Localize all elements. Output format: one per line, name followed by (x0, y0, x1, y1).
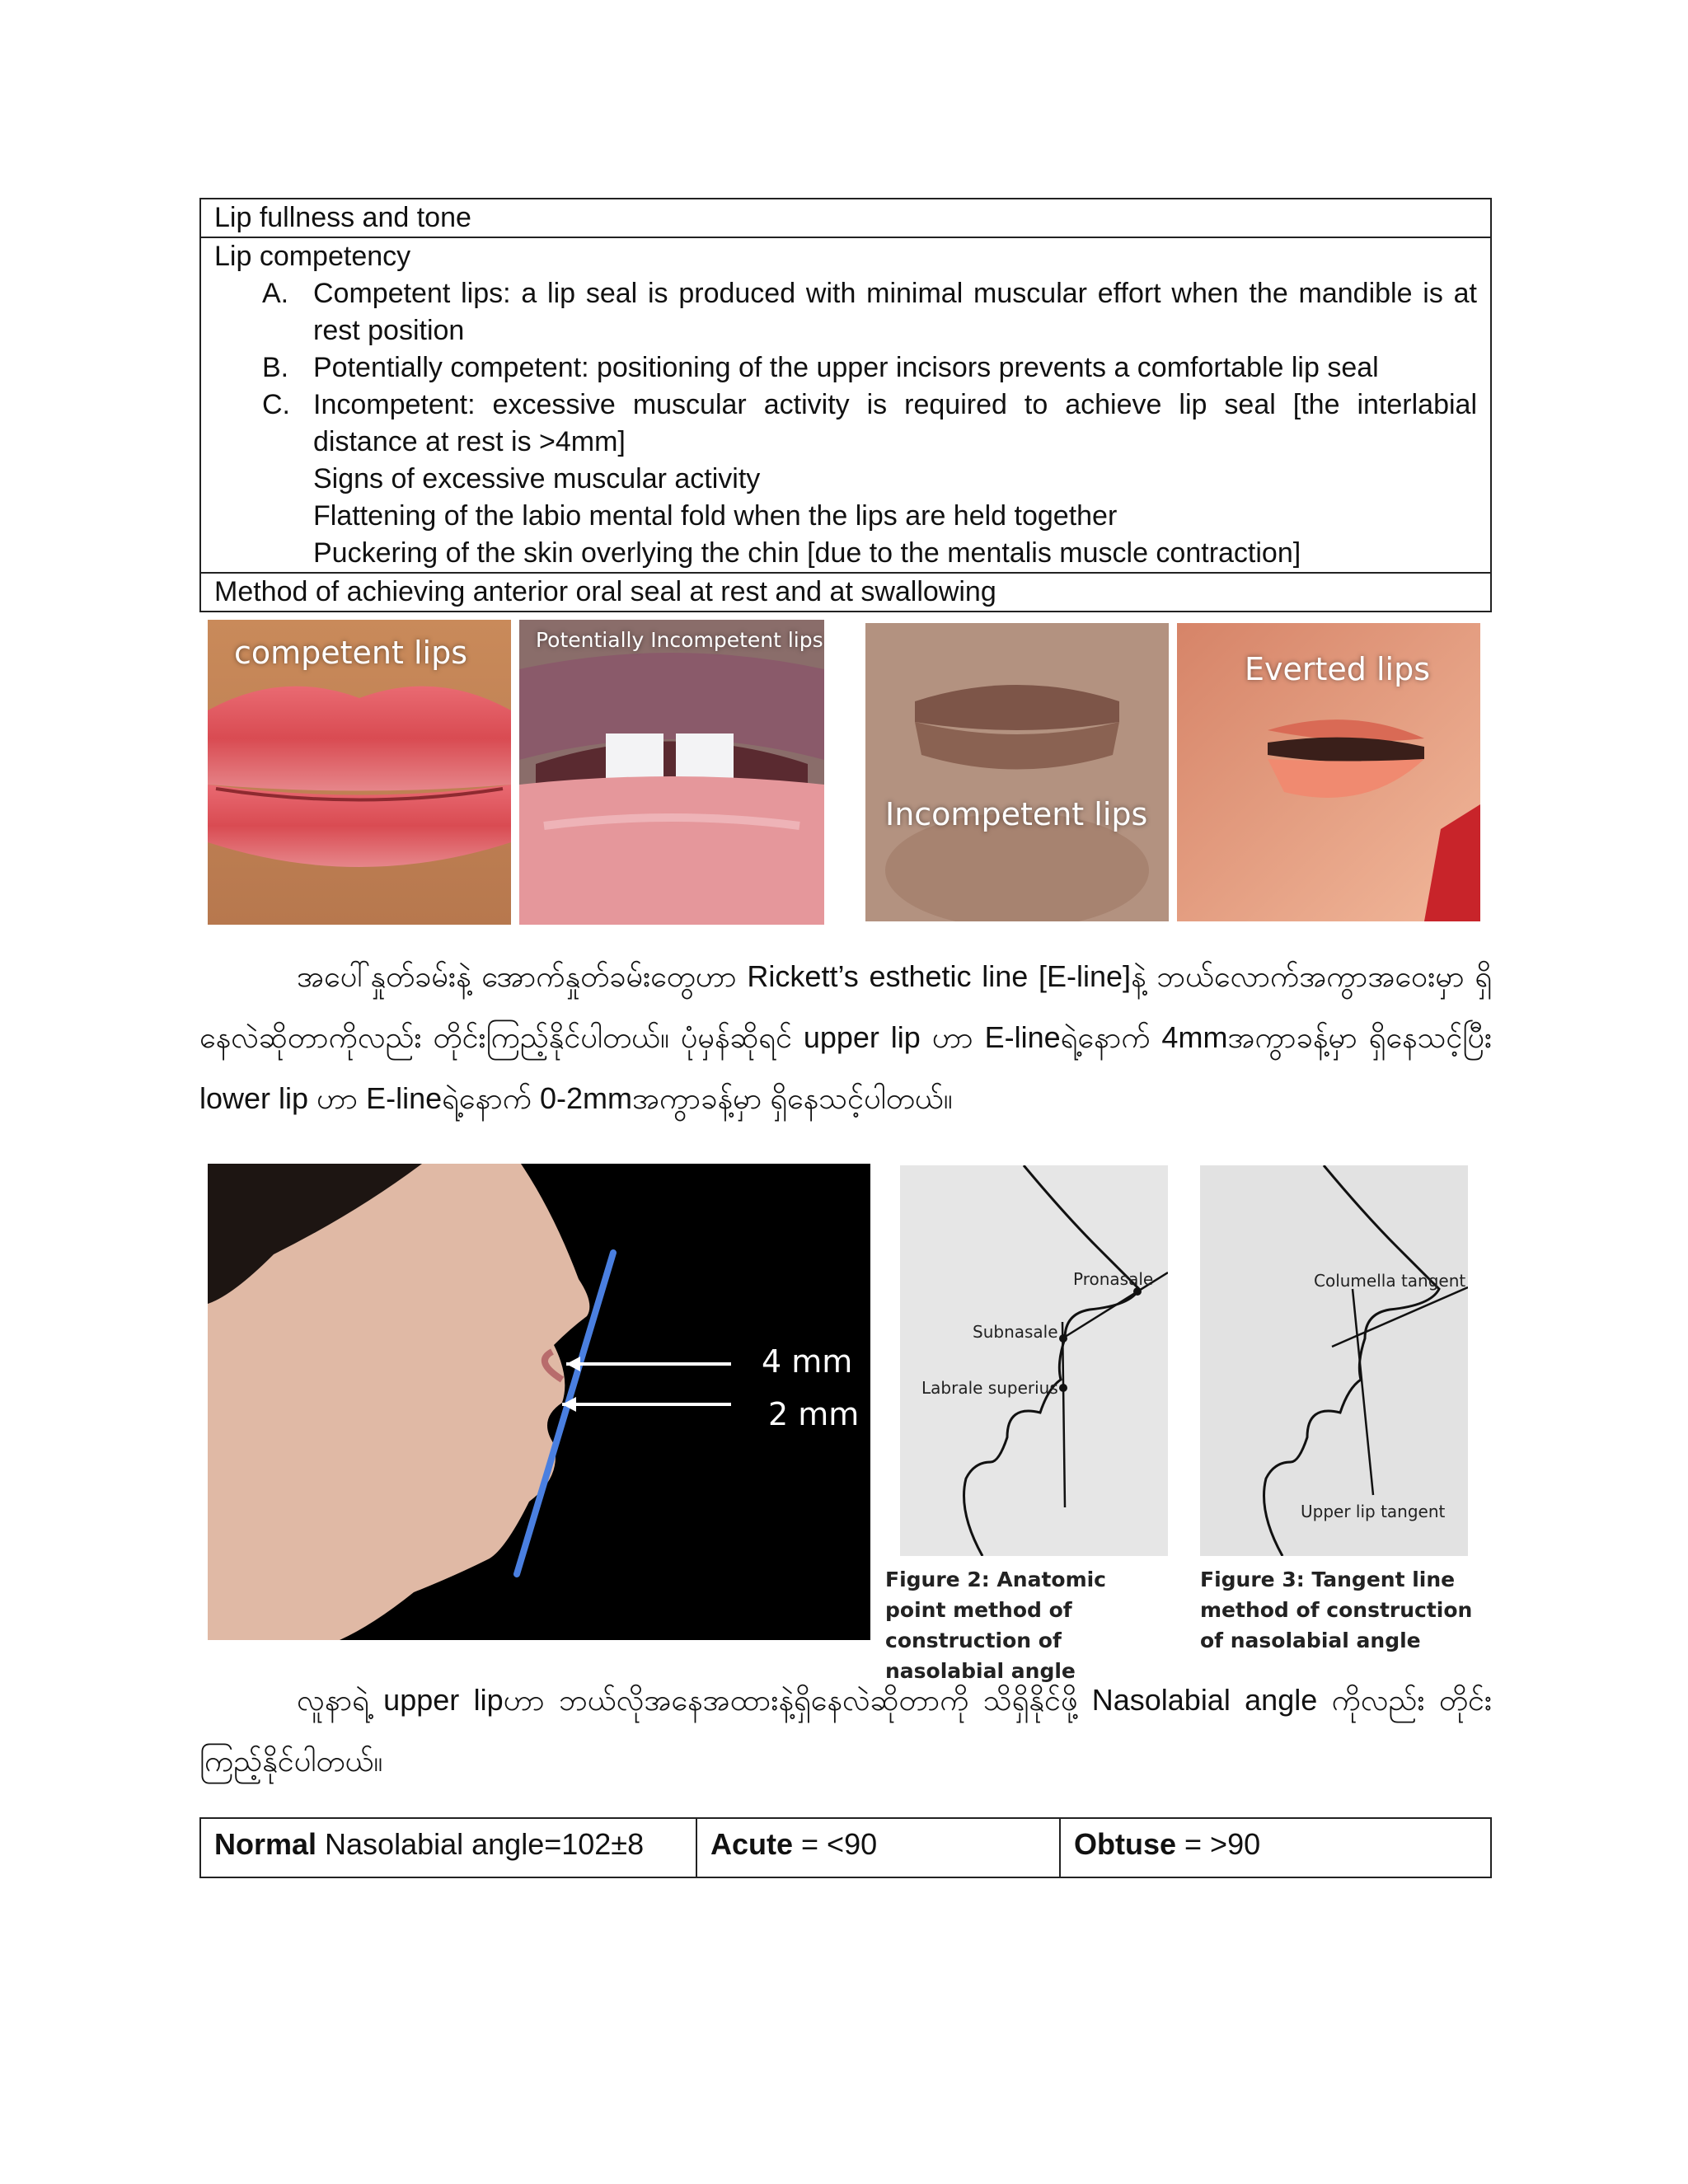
competency-list (214, 275, 1477, 461)
cell-text: = >90 (1176, 1827, 1261, 1861)
list-marker: B. (262, 352, 289, 383)
cell-heading: Acute (710, 1827, 794, 1861)
eline-label-upper: 4 mm (762, 1343, 853, 1380)
cell-acute (696, 1819, 1059, 1877)
figure2-caption: Figure 2: Anatomic point method of construction of nasolabial angle (885, 1568, 1107, 1683)
nasolabial-angle-table (199, 1817, 1492, 1878)
sub-line: Puckering of the skin overlying the chin [due to the mentalis muscle contraction] (313, 537, 1301, 569)
list-text: Incompetent: excessive muscular activity is required to achieve lip seal [the interlabial distance at rest is >4mm] (313, 389, 1477, 457)
paragraph-nasolabial: လူနာရဲ့ upper lipဟာ ဘယ်လိုအနေအထားနဲ့ရှိနေလဲဆိုတာကို သိရှိနိုင်ဖို့ Nasolabial angle ကိုလည်း တိုင်းကြည့်နိုင်ပါတယ်။ (199, 1683, 1492, 1778)
eline-label-lower: 2 mm (768, 1396, 860, 1432)
list-text: Potentially competent: positioning of the upper incisors prevents a comfortable lip seal (313, 352, 1379, 383)
diagram-label-pronasale: Pronasale (1073, 1269, 1154, 1289)
paragraph-eline: အပေါ်နှုတ်ခမ်းနဲ့ အောက်နှုတ်ခမ်းတွေဟာ Rickett’s esthetic line [E-line]နဲ့ ဘယ်လောက်အကွာအဝေးမှာ ရှိနေလဲဆိုတာကိုလည်း တိုင်းကြည့်နိုင်ပါတယ်။ ပုံမှန်ဆိုရင် upper lip ဟာ E-lineရဲ့နောက် 4mmအကွာခန့်မှာ ရှိနေသင့်ပြီး lower lip ဟာ E-lineရဲ့နောက် 0-2mmအကွာခန့်မှာ ရှိနေသင့်ပါတယ်။ (199, 959, 1492, 1115)
photo-label: Potentially Incompetent lips (536, 628, 823, 652)
cell-heading: Obtuse (1074, 1827, 1177, 1861)
figure-eline-profile (208, 1164, 870, 1640)
list-marker: C. (262, 389, 290, 420)
sub-line: Signs of excessive muscular activity (313, 463, 761, 494)
figure3-caption: Figure 3: Tangent line method of construction of nasolabial angle (1200, 1568, 1473, 1652)
photo-label: competent lips (234, 635, 468, 671)
photo-competent-lips (208, 620, 511, 925)
photo-label: Everted lips (1245, 651, 1431, 687)
row-text: Method of achieving anterior oral seal at rest and at swallowing (214, 576, 996, 607)
list-marker: A. (262, 278, 289, 309)
cell-normal (201, 1819, 696, 1877)
photo-potentially-incompetent-lips (519, 620, 824, 925)
table-row-oral-seal (201, 572, 1490, 611)
cell-obtuse (1059, 1819, 1490, 1877)
cell-heading: Normal (214, 1827, 317, 1861)
sub-line: Flattening of the labio mental fold when the lips are held together (313, 500, 1118, 532)
photo-label: Incompetent lips (885, 796, 1148, 832)
list-item (214, 275, 1477, 349)
figure3-diagram (1200, 1165, 1468, 1556)
diagram-label-upper-lip-tangent: Upper lip tangent (1301, 1502, 1446, 1521)
list-item (214, 387, 1477, 461)
list-item (214, 349, 1477, 387)
list-text: Competent lips: a lip seal is produced with minimal muscular effort when the mandible is at rest position (313, 278, 1477, 346)
diagram-label-subnasale: Subnasale (973, 1322, 1058, 1342)
row-text: Lip fullness and tone (214, 202, 471, 233)
diagram-label-labrale-superius: Labrale superius (921, 1378, 1058, 1398)
row-title: Lip competency (214, 241, 411, 272)
cell-text: = <90 (793, 1827, 878, 1861)
photo-incompetent-lips (865, 623, 1169, 921)
table-row-lip-competency (201, 237, 1490, 572)
figure2-diagram (900, 1165, 1168, 1556)
cell-text: Nasolabial angle=102±8 (316, 1827, 645, 1861)
photo-everted-lips (1177, 623, 1480, 921)
diagram-label-columella-tangent: Columella tangent (1314, 1271, 1466, 1291)
lip-assessment-table (199, 198, 1492, 612)
table-row-lip-fullness (201, 199, 1490, 237)
